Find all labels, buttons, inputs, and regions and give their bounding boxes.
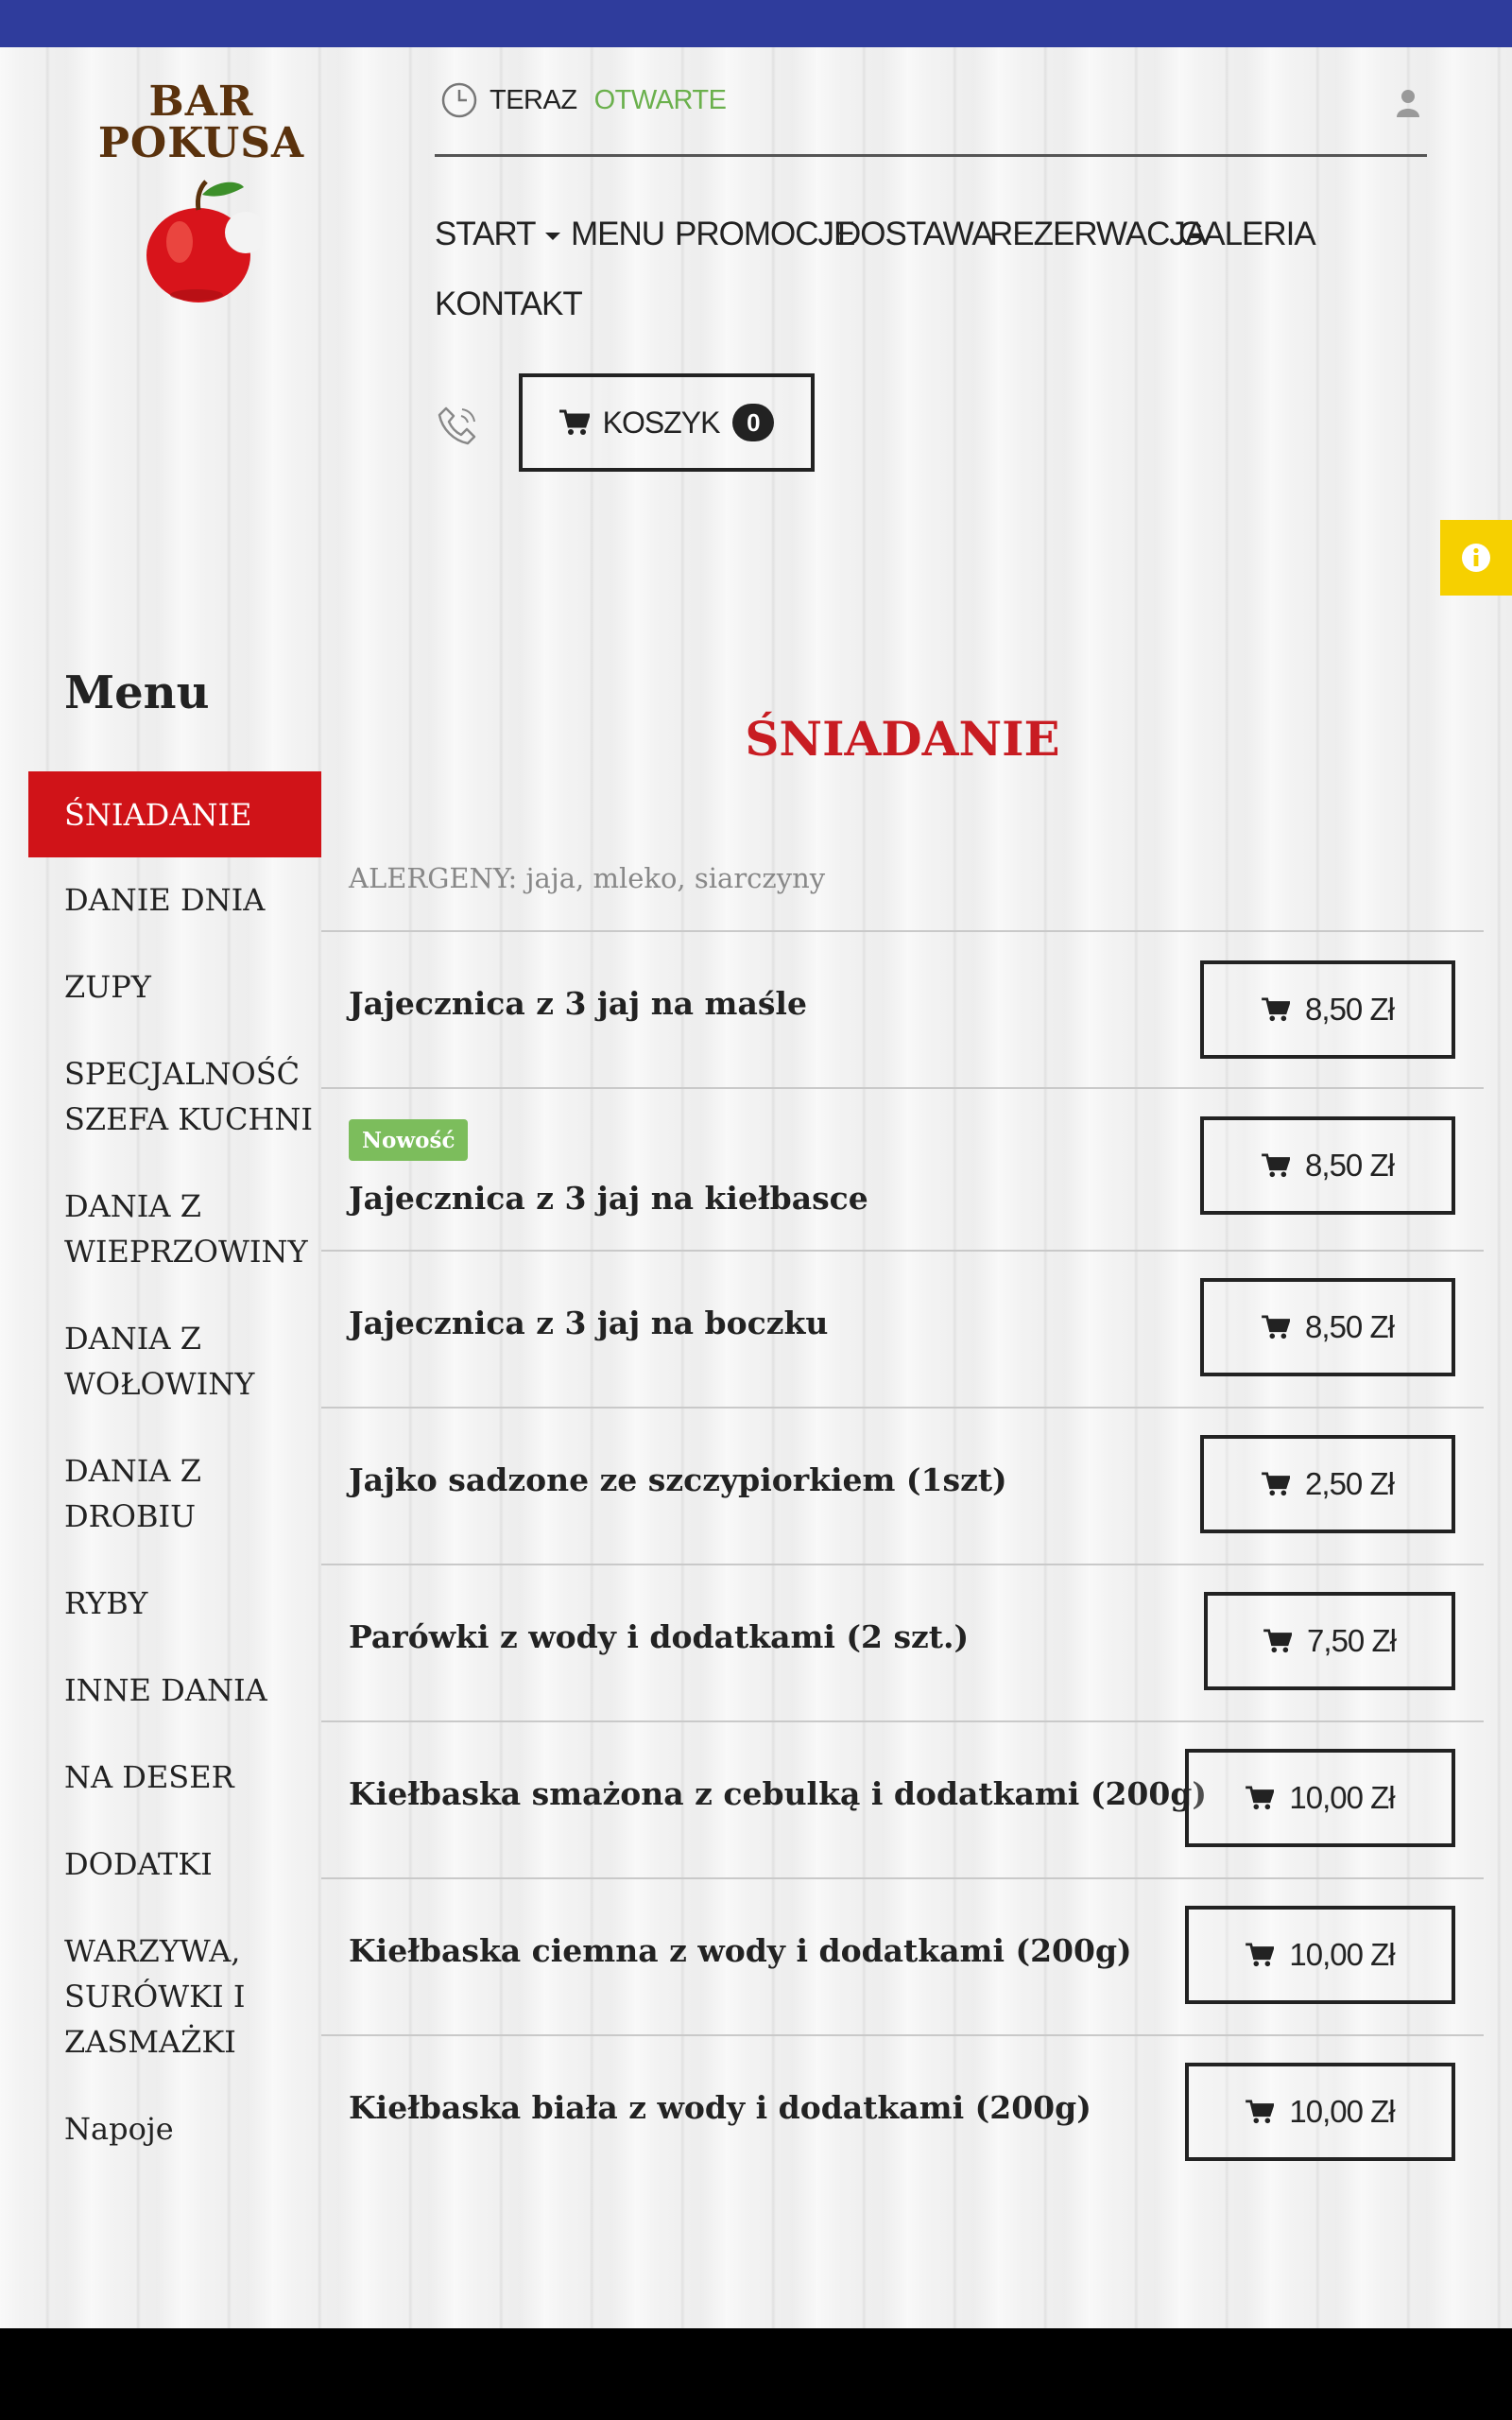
cart-icon bbox=[1263, 1629, 1292, 1653]
sidebar-item-napoje[interactable]: Napoje bbox=[64, 2111, 174, 2147]
item-price: 8,50 Zł bbox=[1305, 1148, 1394, 1183]
item-price: 10,00 Zł bbox=[1289, 1937, 1395, 1972]
new-badge: Nowość bbox=[349, 1119, 468, 1161]
item-name: Jajko sadzone ze szczypiorkiem (1szt) bbox=[349, 1461, 1007, 1498]
user-icon[interactable] bbox=[1397, 89, 1419, 117]
add-to-cart-button[interactable] bbox=[1200, 1116, 1455, 1215]
add-to-cart-button[interactable] bbox=[1185, 2063, 1455, 2161]
sidebar-item-dodatki[interactable]: DODATKI bbox=[64, 1846, 213, 1882]
logo[interactable] bbox=[83, 78, 319, 308]
sidebar-item-zupy[interactable]: ZUPY bbox=[64, 969, 151, 1005]
sidebar-item-na-deser[interactable]: NA DESER bbox=[64, 1759, 234, 1795]
clock-icon bbox=[440, 81, 478, 119]
cart-icon bbox=[1246, 2100, 1274, 2124]
item-name: Jajecznica z 3 jaj na kiełbasce bbox=[349, 1180, 868, 1217]
list-item bbox=[321, 1407, 1484, 1564]
item-name: Kiełbaska biała z wody i dodatkami (200g) bbox=[349, 2089, 1091, 2126]
chevron-down-icon bbox=[545, 233, 560, 240]
item-price: 10,00 Zł bbox=[1289, 1780, 1395, 1815]
cart-button[interactable] bbox=[519, 373, 815, 472]
cart-icon bbox=[1262, 997, 1290, 1022]
item-name: Parówki z wody i dodatkami (2 szt.) bbox=[349, 1618, 970, 1655]
logo-line2: POKUSA bbox=[97, 119, 305, 167]
info-icon bbox=[1460, 542, 1492, 574]
cart-icon bbox=[1262, 1153, 1290, 1178]
list-item bbox=[321, 1250, 1484, 1407]
logo-line1: BAR bbox=[148, 78, 254, 126]
nav-item-promocje[interactable]: PROMOCJE bbox=[675, 216, 855, 252]
list-item bbox=[321, 1877, 1484, 2034]
sidebar-item-wolowina[interactable]: DANIA Z WOŁOWINY bbox=[64, 1321, 255, 1402]
sidebar-item-inne-dania[interactable]: INNE DANIA bbox=[64, 1672, 267, 1708]
sidebar-item-sniadanie[interactable]: ŚNIADANIE bbox=[28, 771, 321, 857]
apple-logo-icon bbox=[140, 174, 263, 306]
list-item bbox=[321, 1720, 1484, 1877]
add-to-cart-button[interactable] bbox=[1200, 1435, 1455, 1533]
info-tab[interactable] bbox=[1440, 520, 1512, 596]
nav-item-dostawa[interactable]: DOSTAWA bbox=[837, 216, 993, 252]
sidebar-heading: Menu bbox=[64, 666, 210, 719]
sidebar-item-warzywa[interactable]: WARZYWA, SURÓWKI I ZASMAŻKI bbox=[64, 1933, 246, 2060]
item-name: Jajecznica z 3 jaj na maśle bbox=[349, 985, 807, 1022]
item-price: 7,50 Zł bbox=[1307, 1623, 1396, 1658]
sidebar-item-ryby[interactable]: RYBY bbox=[64, 1585, 148, 1621]
add-to-cart-button[interactable] bbox=[1200, 960, 1455, 1059]
item-price: 8,50 Zł bbox=[1305, 1309, 1394, 1344]
sidebar-item-drob[interactable]: DANIA Z DROBIU bbox=[64, 1453, 201, 1534]
opening-status bbox=[440, 81, 726, 119]
bottom-bar bbox=[0, 2328, 1512, 2420]
cart-label: KOSZYK bbox=[602, 405, 720, 440]
item-price: 8,50 Zł bbox=[1305, 992, 1394, 1027]
cart-icon bbox=[1262, 1315, 1290, 1340]
phone-icon[interactable] bbox=[437, 405, 478, 446]
nav-item-start[interactable]: START bbox=[435, 216, 560, 253]
allergens-note: ALERGENY: jaja, mleko, siarczyny bbox=[349, 862, 826, 894]
item-price: 10,00 Zł bbox=[1289, 2094, 1395, 2129]
nav-item-galeria[interactable]: GALERIA bbox=[1178, 216, 1315, 252]
item-price: 2,50 Zł bbox=[1305, 1466, 1394, 1501]
sidebar-item-danie-dnia[interactable]: DANIE DNIA bbox=[64, 882, 266, 918]
top-bar bbox=[0, 0, 1512, 47]
cart-count-badge: 0 bbox=[732, 404, 774, 441]
list-item bbox=[321, 1564, 1484, 1720]
list-item bbox=[321, 2034, 1484, 2191]
add-to-cart-button[interactable] bbox=[1204, 1592, 1455, 1690]
list-item bbox=[321, 930, 1484, 1087]
header-divider bbox=[435, 154, 1427, 157]
list-item bbox=[321, 1087, 1484, 1250]
item-name: Kiełbaska smażona z cebulką i dodatkami (200g) bbox=[349, 1775, 1208, 1812]
section-title: ŚNIADANIE bbox=[745, 711, 1060, 767]
status-open-word: OTWARTE bbox=[593, 84, 727, 115]
sidebar-item-specjalnosc[interactable]: SPECJALNOŚĆ SZEFA KUCHNI bbox=[64, 1056, 313, 1137]
item-name: Jajecznica z 3 jaj na boczku bbox=[349, 1305, 829, 1341]
cart-icon bbox=[559, 409, 590, 436]
add-to-cart-button[interactable] bbox=[1185, 1749, 1455, 1847]
nav-item-rezerwacja[interactable]: REZERWACJA bbox=[989, 216, 1207, 252]
add-to-cart-button[interactable] bbox=[1185, 1906, 1455, 2004]
status-prefix: TERAZ bbox=[490, 84, 577, 115]
cart-icon bbox=[1262, 1472, 1290, 1496]
cart-icon bbox=[1246, 1943, 1274, 1967]
cart-icon bbox=[1246, 1786, 1274, 1810]
nav-item-menu[interactable]: MENU bbox=[571, 216, 665, 252]
item-name: Kiełbaska ciemna z wody i dodatkami (200g) bbox=[349, 1932, 1132, 1969]
sidebar-item-wieprzowina[interactable]: DANIA Z WIEPRZOWINY bbox=[64, 1188, 308, 1270]
nav-item-kontakt[interactable]: KONTAKT bbox=[435, 285, 582, 322]
add-to-cart-button[interactable] bbox=[1200, 1278, 1455, 1376]
